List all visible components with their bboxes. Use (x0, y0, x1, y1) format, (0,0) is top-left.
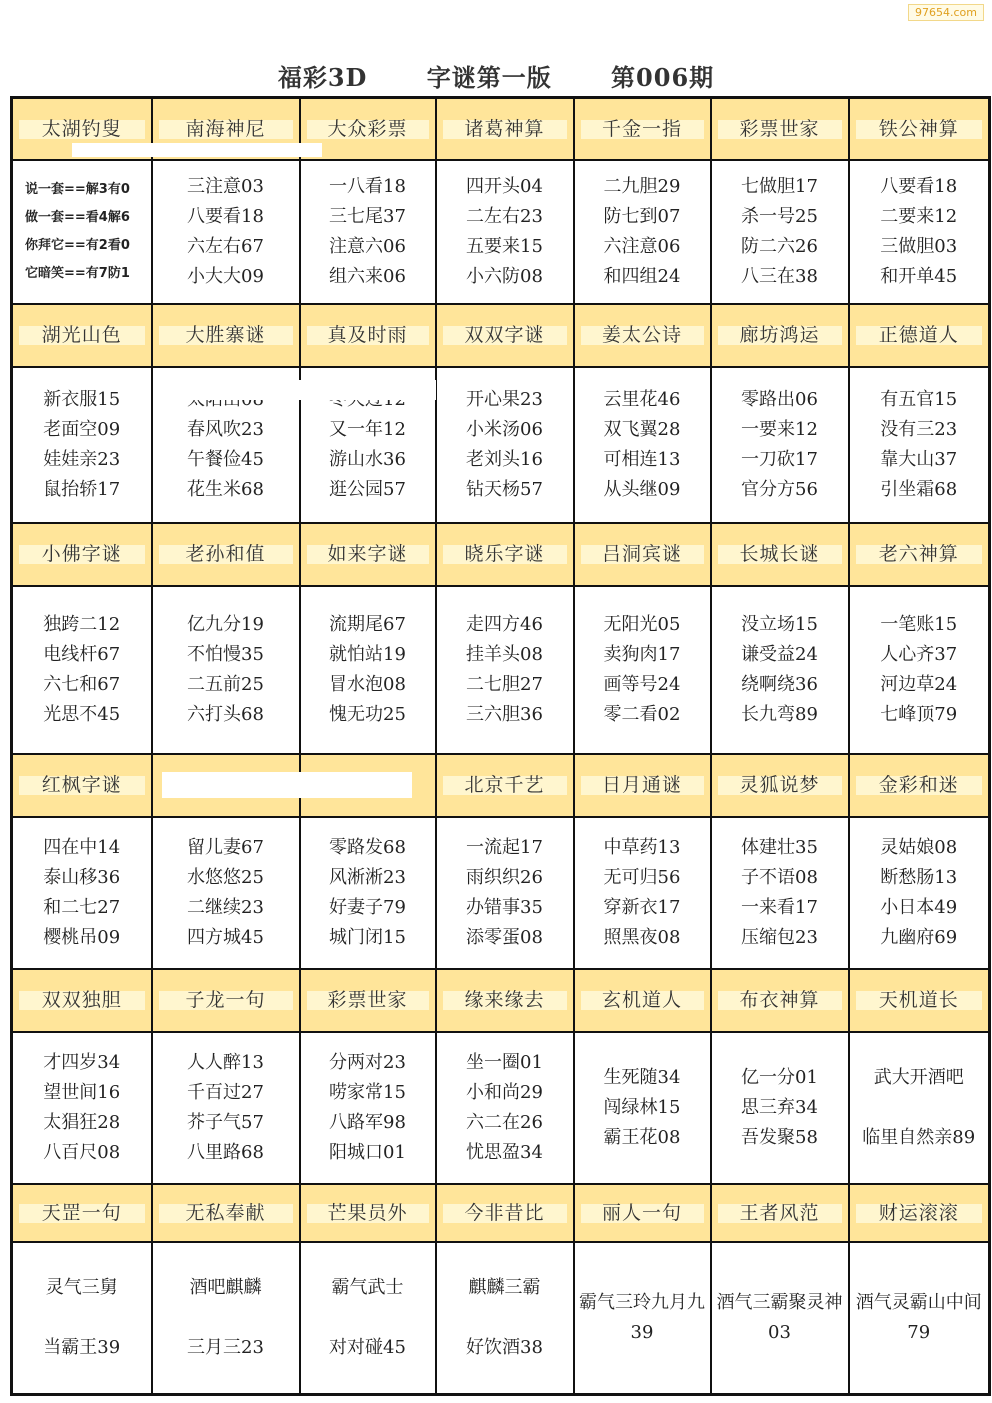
column-author-header (436, 523, 574, 586)
column-author-header (152, 969, 300, 1032)
riddle-line: 城门闭15 (329, 926, 406, 948)
page-title: 福彩3D 字谜第一版 第006期 (277, 63, 715, 92)
riddle-line: 二七胆27 (466, 673, 543, 695)
riddle-line: 零二看02 (603, 703, 681, 725)
author-name: 如来字谜 (307, 545, 429, 564)
riddle-line: 才四岁34 (43, 1051, 121, 1073)
riddle-line: 防七到07 (603, 206, 681, 228)
author-name: 北京千艺 (443, 776, 567, 795)
riddle-line: 和四组24 (603, 266, 681, 288)
riddle-line: 樱桃吊09 (43, 926, 121, 948)
riddle-line: 新衣服15 (43, 389, 121, 411)
riddle-line: 添零蛋08 (466, 926, 543, 948)
riddle-line: 一流起17 (466, 836, 543, 858)
riddle-line: 泰山移36 (43, 866, 121, 888)
author-name: 财运滚滚 (856, 1204, 983, 1223)
riddle-line: 小米汤06 (466, 419, 543, 441)
riddle-line: 忧思盈34 (466, 1141, 543, 1163)
riddle-line: 四方城45 (187, 926, 264, 948)
riddle-line: 闯绿林15 (603, 1096, 681, 1118)
riddle-line: 和二七27 (43, 896, 121, 918)
riddle-line: 风淅淅23 (329, 866, 406, 888)
riddle-line: 八要看18 (880, 176, 958, 198)
author-name: 吕洞宾谜 (581, 545, 704, 564)
column-author-header (711, 754, 849, 817)
author-name: 老孙和值 (159, 545, 293, 564)
riddle-line: 六左右67 (187, 236, 264, 258)
riddle-line: 不怕慢35 (187, 643, 264, 665)
header-row (12, 969, 990, 1032)
riddle-line: 引坐霜68 (880, 479, 958, 501)
author-name: 大众彩票 (307, 120, 429, 139)
riddle-cell (849, 1032, 990, 1184)
column-author-header (300, 523, 436, 586)
riddle-line: 压缩包23 (741, 926, 818, 948)
column-author-header (436, 304, 574, 367)
riddle-line: 霸王花08 (603, 1126, 681, 1148)
author-name: 芒果员外 (307, 1204, 429, 1223)
column-author-header (849, 1184, 990, 1243)
riddle-line: 太猖狂28 (43, 1111, 121, 1133)
column-author-header (152, 523, 300, 586)
riddle-line: 冒水泡08 (329, 673, 406, 695)
riddle-line: 没立场15 (741, 613, 818, 635)
author-name: 红枫字谜 (19, 776, 145, 795)
column-author-header (12, 1184, 152, 1243)
riddle-row (12, 586, 990, 754)
author-name: 铁公神算 (856, 120, 983, 139)
author-name: 小佛字谜 (19, 545, 145, 564)
riddle-cell (574, 817, 711, 969)
riddle-line: 七做胆17 (741, 176, 818, 198)
column-author-header (711, 1184, 849, 1243)
riddle-line: 又一年12 (329, 419, 406, 441)
riddle-line: 人心齐37 (880, 643, 958, 665)
column-author-header (574, 754, 711, 817)
riddle-line: 灵气三舅 (45, 1277, 118, 1299)
riddle-line: 当霸王39 (43, 1337, 121, 1359)
column-author-header (574, 1184, 711, 1243)
riddle-row (12, 1242, 990, 1394)
column-author-header (574, 304, 711, 367)
riddle-line: 照黑夜08 (603, 926, 681, 948)
riddle-line: 三七尾37 (329, 206, 406, 228)
riddle-cell (574, 367, 711, 523)
riddle-line: 吾发聚58 (741, 1126, 818, 1148)
riddle-line: 云里花46 (603, 389, 681, 411)
riddle-cell (152, 1242, 300, 1394)
column-author-header (711, 98, 849, 161)
riddle-line: 一要来12 (741, 419, 818, 441)
riddle-line: 鼠抬轿17 (43, 479, 121, 501)
riddle-cell (300, 1032, 436, 1184)
riddle-line: 好饮酒38 (466, 1337, 543, 1359)
author-name: 王者风范 (718, 1204, 842, 1223)
riddle-cell (152, 1032, 300, 1184)
riddle-line: 千百过27 (187, 1081, 264, 1103)
riddle-cell (152, 586, 300, 754)
riddle-cell (436, 1032, 574, 1184)
riddle-line: 四开头04 (466, 176, 543, 198)
riddle-line: 六打头68 (187, 703, 264, 725)
riddle-line: 长九弯89 (741, 703, 818, 725)
author-name: 真及时雨 (307, 326, 429, 345)
riddle-line: 三六胆36 (466, 703, 543, 725)
riddle-line: 七峰顶79 (880, 703, 958, 725)
riddle-line: 一刀砍17 (741, 449, 818, 471)
riddle-line: 三做胆03 (880, 236, 958, 258)
riddle-line: 娃娃亲23 (43, 449, 121, 471)
riddle-line: 八三在38 (741, 266, 818, 288)
riddle-cell (436, 160, 574, 304)
riddle-line: 阳城口01 (329, 1141, 406, 1163)
column-author-header (711, 304, 849, 367)
riddle-line: 亿一分01 (741, 1066, 818, 1088)
author-name: 姜太公诗 (581, 326, 704, 345)
riddle-line: 水悠悠25 (187, 866, 264, 888)
riddle-line: 零路出06 (741, 389, 818, 411)
riddle-line: 一八看18 (329, 176, 406, 198)
riddle-row (12, 817, 990, 969)
riddle-line: 办错事35 (466, 896, 543, 918)
riddle-line: 生死随34 (603, 1066, 681, 1088)
riddle-line: 六注意06 (603, 236, 681, 258)
riddle-line: 说一套==解3有0 (25, 182, 130, 198)
column-author-header (300, 1184, 436, 1243)
riddle-line: 河边草24 (880, 673, 958, 695)
column-author-header (436, 98, 574, 161)
author-name: 玄机道人 (581, 991, 704, 1010)
riddle-line: 你拜它==有2看0 (25, 238, 130, 254)
riddle-line: 没有三23 (880, 419, 958, 441)
riddle-row (12, 1032, 990, 1184)
riddle-line: 流期尾67 (329, 613, 406, 635)
riddle-line: 断愁肠13 (880, 866, 958, 888)
riddle-cell (711, 817, 849, 969)
riddle-line: 走四方46 (466, 613, 543, 635)
riddle-line: 八里路68 (187, 1141, 264, 1163)
riddle-cell (436, 367, 574, 523)
riddle-line: 和开单45 (880, 266, 958, 288)
riddle-line: 无阳光05 (603, 613, 681, 635)
author-name: 老六神算 (856, 545, 983, 564)
riddle-cell (12, 817, 152, 969)
riddle-line: 望世间16 (43, 1081, 121, 1103)
column-author-header (849, 523, 990, 586)
riddle-cell (711, 1032, 849, 1184)
riddle-cell (849, 1242, 990, 1394)
riddle-line: 体建壮35 (741, 836, 818, 858)
author-name: 湖光山色 (19, 326, 145, 345)
author-name: 灵狐说梦 (718, 776, 842, 795)
author-name: 缘来缘去 (443, 991, 567, 1010)
author-name: 天罡一句 (19, 1204, 145, 1223)
column-author-header (436, 754, 574, 817)
author-name: 双双字谜 (443, 326, 567, 345)
site-watermark: 97654.com (908, 4, 984, 21)
column-author-header (849, 304, 990, 367)
author-name: 正德道人 (856, 326, 983, 345)
riddle-cell (300, 586, 436, 754)
riddle-cell (574, 160, 711, 304)
riddle-line: 午餐俭45 (187, 449, 264, 471)
riddle-line: 双飞翼28 (603, 419, 681, 441)
redaction-patch (72, 143, 322, 157)
riddle-line: 绕啊绕36 (741, 673, 818, 695)
riddle-line: 有五官15 (880, 389, 958, 411)
riddle-cell (12, 586, 152, 754)
riddle-line: 一笔账15 (880, 613, 958, 635)
column-author-header (436, 969, 574, 1032)
riddle-cell (849, 586, 990, 754)
riddle-line: 官分方56 (741, 479, 818, 501)
author-name: 彩票世家 (718, 120, 842, 139)
riddle-line: 卖狗肉17 (603, 643, 681, 665)
riddle-line: 六七和67 (43, 673, 121, 695)
riddle-line: 人人醉13 (187, 1051, 264, 1073)
riddle-line: 亿九分19 (187, 613, 264, 635)
riddle-cell (152, 817, 300, 969)
riddle-cell (574, 1242, 711, 1394)
riddle-cell (12, 1242, 152, 1394)
riddle-line: 挂羊头08 (466, 643, 543, 665)
riddle-line: 八路军98 (329, 1111, 406, 1133)
author-name: 子龙一句 (159, 991, 293, 1010)
author-name: 晓乐字谜 (443, 545, 567, 564)
riddle-line: 酒气三霸聚灵神03 (716, 1292, 843, 1344)
riddle-line: 老面空09 (43, 419, 121, 441)
author-name: 彩票世家 (307, 991, 429, 1010)
riddle-line: 二要来12 (880, 206, 958, 228)
riddle-line: 从头继09 (603, 479, 681, 501)
riddle-line: 零路发68 (329, 836, 406, 858)
column-author-header (12, 304, 152, 367)
riddle-cell (849, 367, 990, 523)
author-name: 金彩和迷 (856, 776, 983, 795)
riddle-cell (12, 367, 152, 523)
riddle-line: 防二六26 (741, 236, 818, 258)
riddle-cell (12, 160, 152, 304)
riddle-line: 三注意03 (187, 176, 264, 198)
column-author-header (574, 969, 711, 1032)
author-name: 南海神尼 (159, 120, 293, 139)
column-author-header (12, 969, 152, 1032)
author-name: 千金一指 (581, 120, 704, 139)
riddle-line: 开心果23 (466, 389, 543, 411)
column-author-header (849, 969, 990, 1032)
riddle-line: 坐一圈01 (466, 1051, 543, 1073)
riddle-line: 子不语08 (741, 866, 818, 888)
riddle-cell (711, 586, 849, 754)
riddle-cell (152, 160, 300, 304)
column-author-header (152, 304, 300, 367)
riddle-cell (711, 160, 849, 304)
riddle-line: 芥子气57 (187, 1111, 264, 1133)
riddle-line: 靠大山37 (880, 449, 958, 471)
author-name: 丽人一句 (581, 1204, 704, 1223)
riddle-cell (300, 160, 436, 304)
riddle-line: 穿新衣17 (603, 896, 681, 918)
author-name: 廊坊鸿运 (718, 326, 842, 345)
riddle-line: 霸气武士 (331, 1277, 404, 1299)
riddle-line: 对对碰45 (329, 1337, 406, 1359)
riddle-line: 雨织织26 (466, 866, 543, 888)
redaction-patch (156, 380, 436, 400)
riddle-line: 二左右23 (466, 206, 543, 228)
riddle-cell (574, 586, 711, 754)
column-author-header (711, 523, 849, 586)
riddle-line: 可相连13 (603, 449, 681, 471)
header-row (12, 523, 990, 586)
riddle-line: 愧无功25 (329, 703, 406, 725)
riddle-line: 思三弃34 (741, 1096, 818, 1118)
riddle-line: 临里自然亲89 (862, 1126, 976, 1148)
column-author-header (300, 304, 436, 367)
author-name: 长城长谜 (718, 545, 842, 564)
riddle-line: 春风吹23 (187, 419, 264, 441)
riddle-cell (711, 367, 849, 523)
riddle-line: 酒吧麒麟 (189, 1277, 262, 1299)
riddle-line: 就怕站19 (329, 643, 406, 665)
riddle-line: 独跨二12 (43, 613, 121, 635)
riddle-line: 一来看17 (741, 896, 818, 918)
author-name: 双双独胆 (19, 991, 145, 1010)
riddle-cell (436, 1242, 574, 1394)
column-author-header (574, 98, 711, 161)
author-name: 无私奉献 (159, 1204, 293, 1223)
header-row (12, 1184, 990, 1243)
riddle-table (10, 96, 991, 1396)
riddle-line: 电线杆67 (43, 643, 121, 665)
column-author-header (12, 523, 152, 586)
author-name: 诸葛神算 (443, 120, 567, 139)
riddle-cell (300, 817, 436, 969)
riddle-line: 组六来06 (329, 266, 406, 288)
column-author-header (574, 523, 711, 586)
riddle-line: 游山水36 (329, 449, 406, 471)
riddle-row (12, 160, 990, 304)
riddle-line: 好妻子79 (329, 896, 406, 918)
author-name: 天机道长 (856, 991, 983, 1010)
riddle-line: 八百尺08 (43, 1141, 121, 1163)
redaction-patch (162, 772, 412, 798)
riddle-line: 注意六06 (329, 236, 406, 258)
riddle-line: 画等号24 (603, 673, 681, 695)
column-author-header (152, 1184, 300, 1243)
riddle-cell (849, 817, 990, 969)
riddle-line: 二九胆29 (603, 176, 681, 198)
riddle-line: 四在中14 (43, 836, 121, 858)
author-name: 大胜寨谜 (159, 326, 293, 345)
author-name: 今非昔比 (443, 1204, 567, 1223)
riddle-line: 中草药13 (603, 836, 681, 858)
riddle-line: 做一套==看4解6 (25, 210, 130, 226)
riddle-line: 霸气三玲九月九39 (579, 1292, 705, 1344)
riddle-cell (849, 160, 990, 304)
riddle-cell (436, 817, 574, 969)
riddle-line: 小大大09 (187, 266, 264, 288)
column-author-header (849, 754, 990, 817)
header-row (12, 304, 990, 367)
author-name: 布衣神算 (718, 991, 842, 1010)
riddle-line: 唠家常15 (329, 1081, 406, 1103)
riddle-line: 老刘头16 (466, 449, 543, 471)
riddle-line: 小和尚29 (466, 1081, 543, 1103)
riddle-line: 谦受益24 (741, 643, 818, 665)
column-author-header (12, 754, 152, 817)
riddle-line: 花生米68 (187, 479, 264, 501)
author-name: 日月通谜 (581, 776, 704, 795)
riddle-line: 武大开酒吧 (873, 1066, 964, 1088)
riddle-line: 小日本49 (880, 896, 958, 918)
riddle-line: 麒麟三霸 (468, 1277, 541, 1299)
riddle-line: 无可归56 (603, 866, 681, 888)
column-author-header (300, 969, 436, 1032)
riddle-line: 分两对23 (329, 1051, 406, 1073)
column-author-header (849, 98, 990, 161)
riddle-cell (12, 1032, 152, 1184)
riddle-line: 二继续23 (187, 896, 264, 918)
riddle-line: 它暗笑==有7防1 (25, 266, 130, 282)
riddle-line: 留儿妻67 (187, 836, 264, 858)
riddle-line: 三月三23 (187, 1337, 264, 1359)
column-author-header (711, 969, 849, 1032)
riddle-line: 二五前25 (187, 673, 264, 695)
riddle-line: 五要来15 (466, 236, 543, 258)
riddle-line: 九幽府69 (880, 926, 958, 948)
header-row (12, 754, 990, 817)
riddle-line: 小六防08 (466, 266, 543, 288)
riddle-line: 杀一号25 (741, 206, 818, 228)
riddle-cell (711, 1242, 849, 1394)
riddle-line: 光思不45 (43, 703, 121, 725)
riddle-line: 酒气灵霸山中间79 (855, 1292, 982, 1344)
column-author-header (436, 1184, 574, 1243)
riddle-line: 八要看18 (187, 206, 264, 228)
riddle-line: 逛公园57 (329, 479, 406, 501)
riddle-line: 钻天杨57 (466, 479, 543, 501)
riddle-line: 灵姑娘08 (880, 836, 958, 858)
riddle-cell (436, 586, 574, 754)
author-name: 太湖钓叟 (19, 120, 145, 139)
riddle-cell (574, 1032, 711, 1184)
riddle-line: 六二在26 (466, 1111, 543, 1133)
riddle-cell (300, 1242, 436, 1394)
